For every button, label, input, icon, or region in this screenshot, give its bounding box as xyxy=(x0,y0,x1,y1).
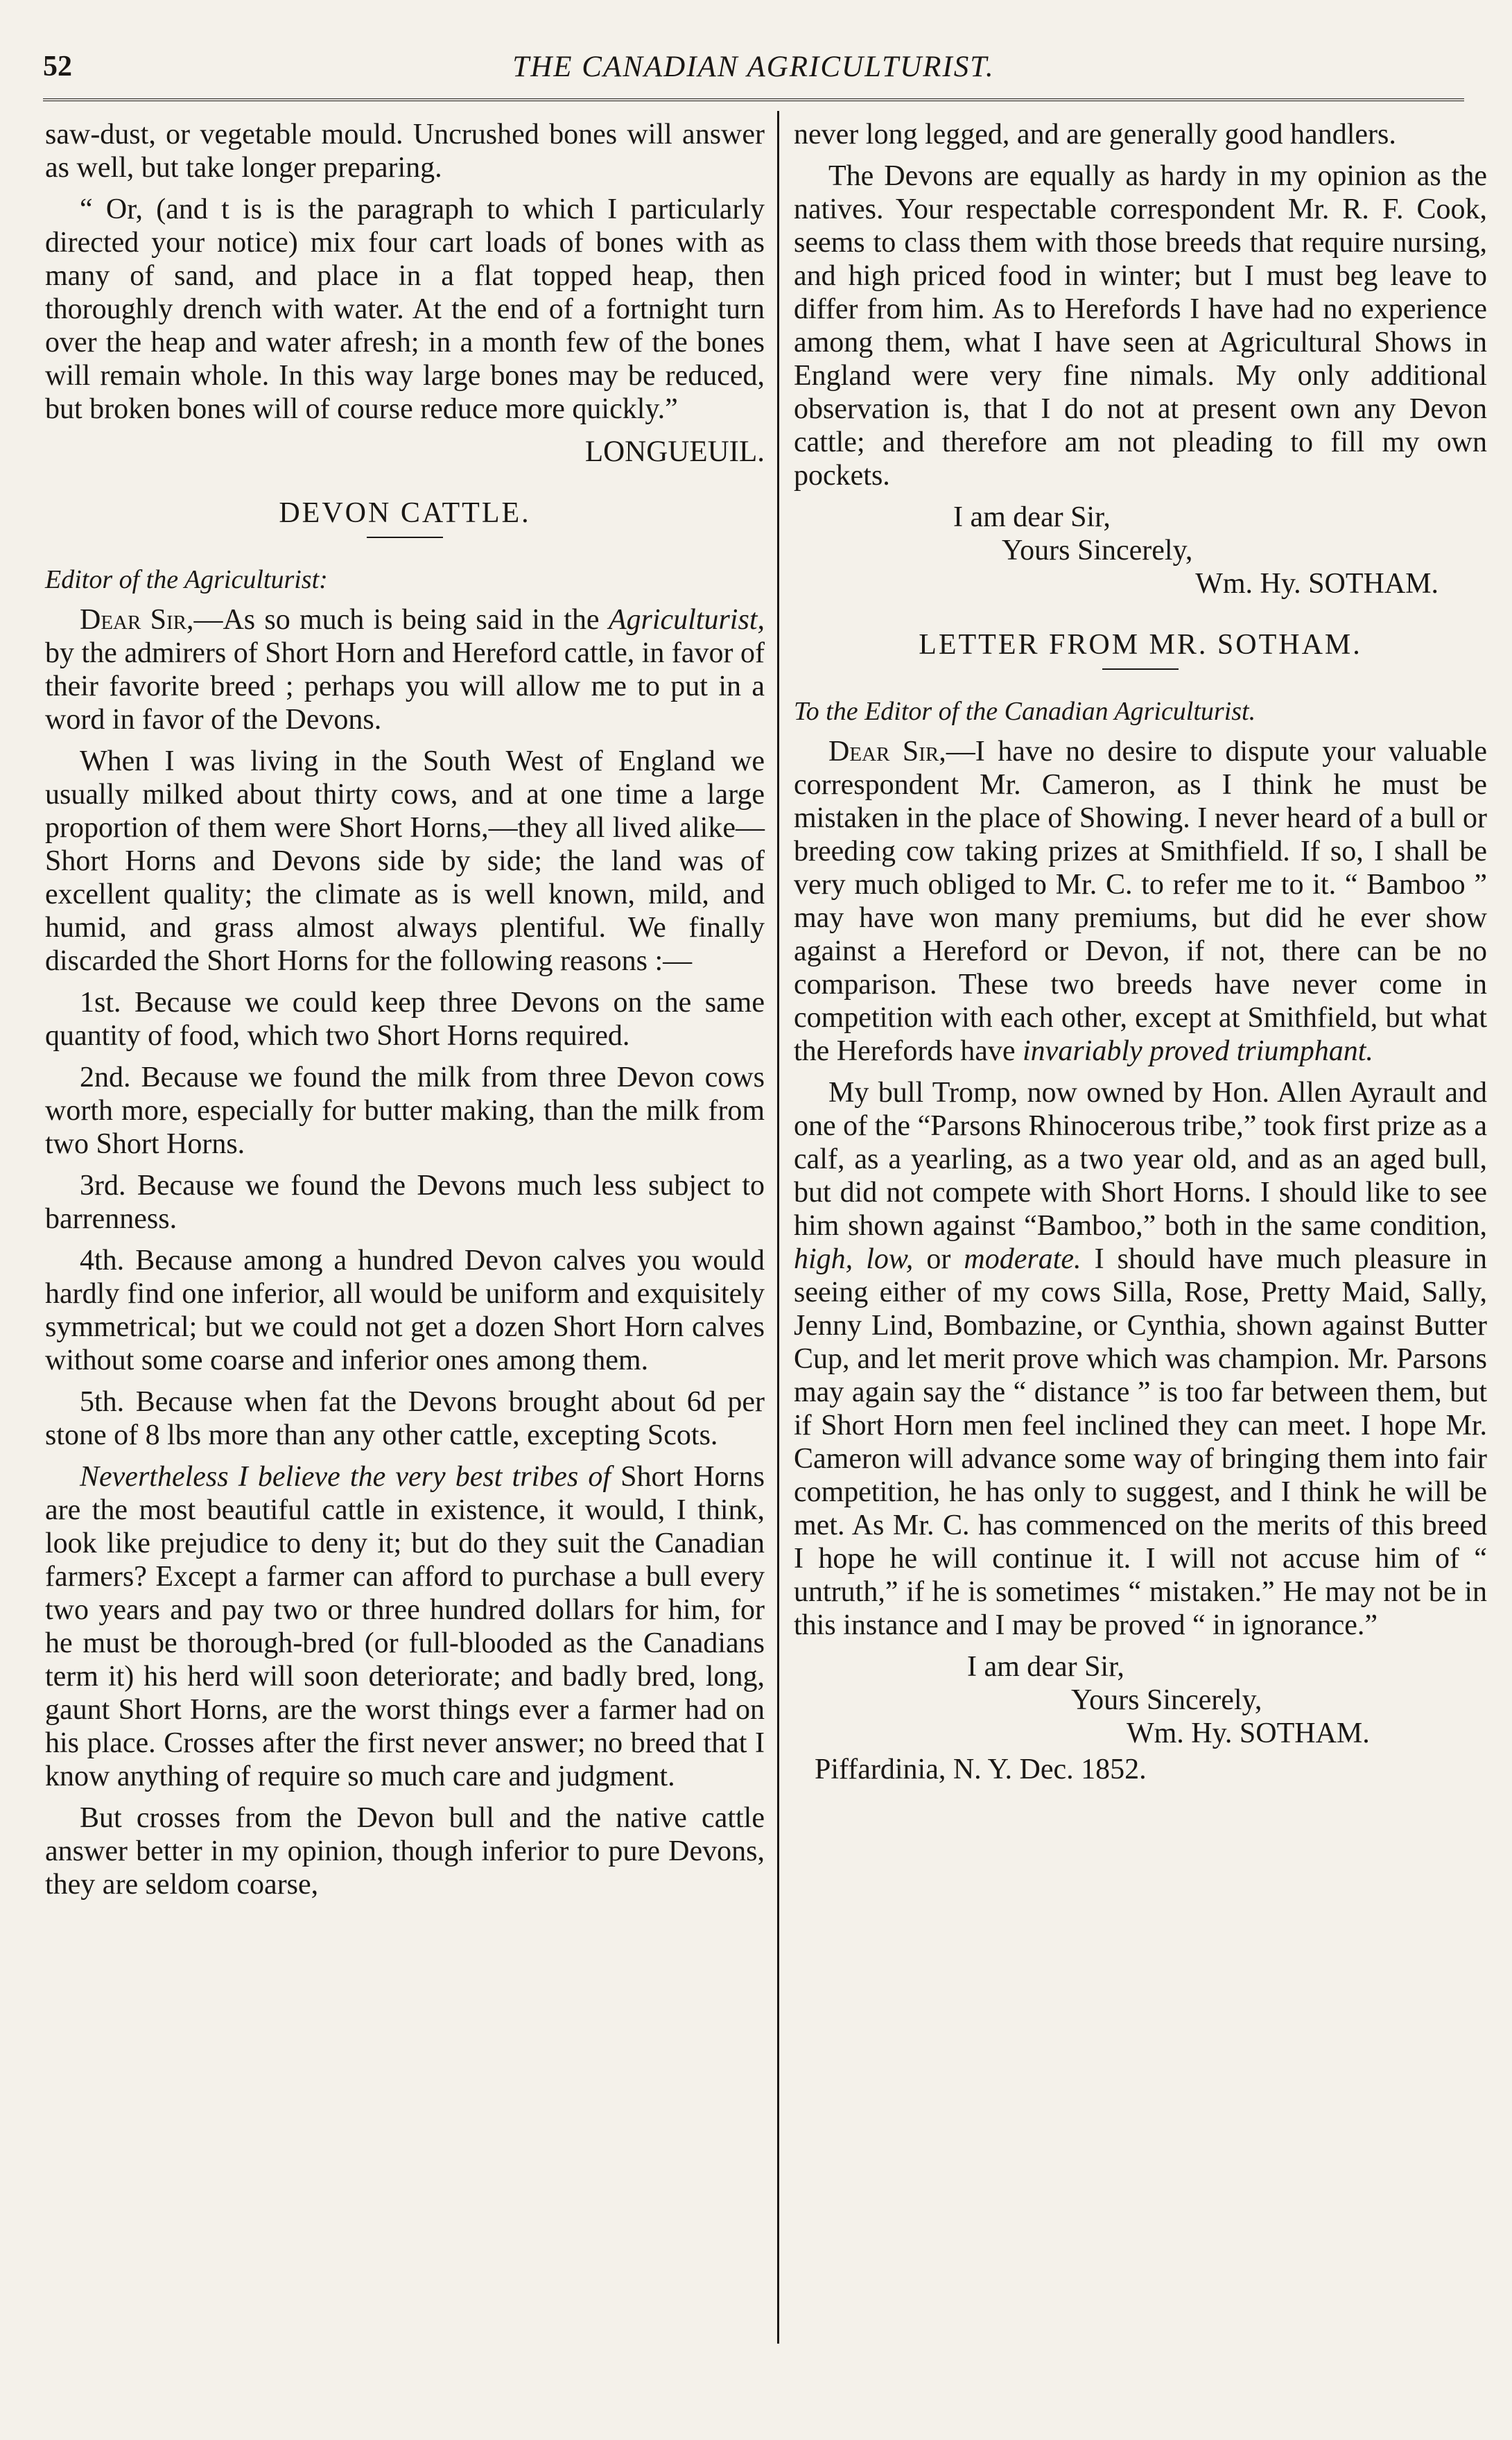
paragraph: saw-dust, or vegetable mould. Uncrushed bones will answer as well, but take longer preparing. xyxy=(45,119,765,184)
text-run: —As so much is being said in the xyxy=(193,604,609,636)
paragraph: “ Or, (and t is is the paragraph to which I particularly directed your notice) mix four cart loads of bones with as many of sand, and place in a flat topped heap, then thoroughly drench with water. At the end of a fortnight turn over the heap and water afresh; in a month few of the bones will remain whole. In this way large bones may be reduced, but broken bones will of course reduce more quickly.” xyxy=(45,193,765,425)
text-run-italic: invariably proved triumphant. xyxy=(1023,1035,1373,1067)
closing-line: Yours Sincerely, xyxy=(1071,1684,1262,1716)
paragraph: The Devons are equally as hardy in my opinion as the natives. Your respectable correspondent Mr. R. F. Cook, seems to class them with those breeds that require nursing, and high priced food in winter; but I must beg leave to differ from him. As to Herefords I have had no experience among them, what I have seen at Agricultural Shows in England were very fine nimals. My only additional observation is, that I do not at present own any Devon cattle; and therefore am not pleading to fill my own pockets. xyxy=(794,160,1487,492)
column-divider xyxy=(777,111,779,2344)
paragraph xyxy=(45,1460,765,1793)
page-number: 52 xyxy=(43,51,72,83)
paragraph: 5th. Because when fat the Devons brought about 6d per stone of 8 lbs more than any other cattle, excepting Scots. xyxy=(45,1386,765,1451)
text-run: Short Horns are the most beautiful cattle in existence, it would, I think, look like prejudice to deny it; but do they suit the Canadian farmers? Except a farmer can afford to purchase a bull every two years and pay two or three hundred dollars for him, for he must be thorough-bred (or full-blooded as the Canadians term it) his herd will soon deteriorate; and badly bred, long, gaunt Short Horns, are the worst things ever a farmer had on his place. Crosses after the first never answer; no breed that I know anything of require so much care and judgment. xyxy=(45,1461,765,1792)
closing-line: I am dear Sir, xyxy=(953,501,1111,533)
header-rule xyxy=(43,98,1464,101)
editor-address: Editor of the Agriculturist: xyxy=(45,565,328,594)
paragraph: 1st. Because we could keep three Devons on the same quantity of food, which two Short Horns required. xyxy=(45,987,765,1052)
paragraph: 2nd. Because we found the milk from three Devon cows worth more, especially for butter making, than the milk from two Short Horns. xyxy=(45,1062,765,1160)
text-run-italic: moderate. xyxy=(964,1243,1081,1275)
text-run-italic: Agriculturist, xyxy=(608,604,765,636)
article-heading-sotham: LETTER FROM MR. SOTHAM. xyxy=(919,629,1362,661)
left-column xyxy=(45,118,765,1910)
text-run-italic: Nevertheless I believe the very best tribes of xyxy=(80,1461,611,1493)
paragraph xyxy=(794,1076,1487,1642)
paragraph: 4th. Because among a hundred Devon calves you would hardly find one inferior, all would be uniform and exquisitely symmetrical; but we could not get a dozen Short Horn calves without some coarse and inferior ones among them. xyxy=(45,1245,765,1376)
text-run: —I have no desire to dispute your valuable correspondent Mr. Cameron, as I think he must be mistaken in the place of Showing. I never heard of a bull or breeding cow taking prizes at Smithfield. If so, I shall be very much obliged to Mr. C. to refer me to it. “ Bamboo ” may have won many premiums, but did he ever show against a Hereford or Devon, if not, there can be no comparison. These two breeds have never come in competition with each other, except at Smithfield, but what the Herefords have xyxy=(794,736,1487,1067)
paragraph: 3rd. Because we found the Devons much less subject to barrenness. xyxy=(45,1170,765,1235)
text-run-italic: high, low, xyxy=(794,1243,914,1275)
paragraph: never long legged, and are generally good handlers. xyxy=(794,119,1396,150)
editor-address: To the Editor of the Canadian Agriculturist. xyxy=(794,697,1256,726)
page-header xyxy=(43,50,1464,92)
paragraph xyxy=(794,735,1487,1068)
paragraph: When I was living in the South West of England we usually milked about thirty cows, and at one time a large proportion of them were Short Horns,—they all lived alike—Short Horns and Devons side by side; the land was of excellent quality; the climate as is well known, mild, and humid, and grass almost always plentiful. We finally discarded the Short Horns for the following reasons :— xyxy=(45,745,765,977)
paragraph xyxy=(45,603,765,736)
signature-sotham: Wm. Hy. SOTHAM. xyxy=(1127,1717,1370,1749)
article-heading-devon-cattle: DEVON CATTLE. xyxy=(279,497,531,529)
salutation: Dear Sir, xyxy=(828,736,946,768)
dateline: Piffardinia, N. Y. Dec. 1852. xyxy=(815,1754,1147,1785)
salutation: Dear Sir, xyxy=(80,604,194,636)
text-run: My bull Tromp, now owned by Hon. Allen Ayrault and one of the “Parsons Rhinocerous tribe,” took first prize as a calf, as a yearling, as a two year old, and as an aged bull, but did not compete with Short Horns. I should like to see him shown against “Bamboo,” both in the same condition, xyxy=(794,1077,1487,1242)
right-column xyxy=(794,118,1487,1786)
paragraph: But crosses from the Devon bull and the native cattle answer better in my opinion, though inferior to pure Devons, they are seldom coarse, xyxy=(45,1802,765,1901)
heading-rule xyxy=(1102,668,1179,670)
closing-line: Yours Sincerely, xyxy=(1002,535,1193,566)
heading-rule xyxy=(367,537,443,538)
text-run: or xyxy=(913,1243,964,1275)
closing-line: I am dear Sir, xyxy=(967,1651,1124,1683)
signature-block-wh xyxy=(794,501,1487,600)
text-run: I should have much pleasure in seeing either of my cows Silla, Rose, Pretty Maid, Sally, Jenny Lind, Bombazine, or Cynthia, shown against Butter Cup, and let merit prove which was champion. Mr. Parsons may again say the “ distance ” is too far between them, but if Short Horn men feel inclined they can meet. I hope Mr. Cameron will advance some way of bringing them into fair competition, he has only to suggest, and I think he will be met. As Mr. C. has commenced on the merits of this breed I hope he will continue it. I will not accuse him of “ untruth,” if he is sometimes “ mistaken.” He may not be in this instance and I may be proved “ in ignorance.” xyxy=(794,1243,1488,1641)
running-title: THE CANADIAN AGRICULTURIST. xyxy=(512,51,995,83)
signature-wh: Wm. Hy. SOTHAM. xyxy=(1195,568,1439,600)
text-run: by the admirers of Short Horn and Hereford cattle, in favor of their favorite breed ; perhaps you will allow me to put in a word in favor of the Devons. xyxy=(45,637,765,736)
signature-longueuil: LONGUEUIL. xyxy=(584,435,765,468)
